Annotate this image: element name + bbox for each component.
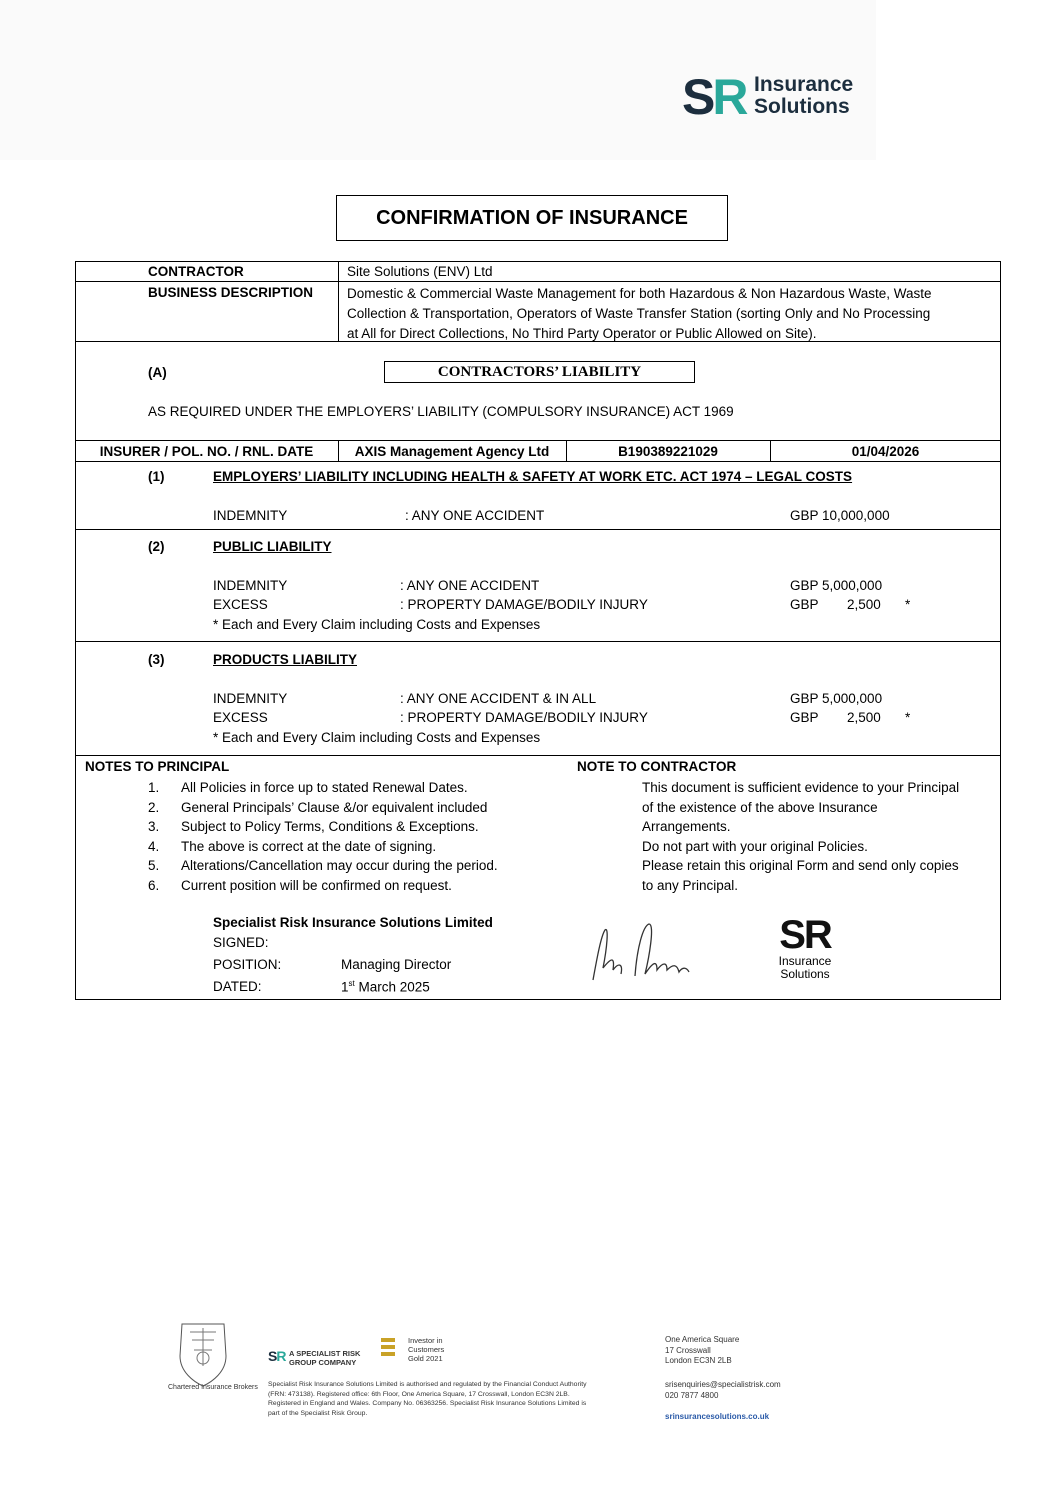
cover-2-note: * Each and Every Claim including Costs and Expenses: [213, 617, 541, 632]
cover-3-excess-label: EXCESS: [213, 710, 268, 725]
list-item: 5. Alterations/Cancellation may occur during the period.: [148, 858, 498, 874]
cover-2-title: PUBLIC LIABILITY: [213, 539, 332, 554]
signature-image: [585, 918, 695, 990]
cover-3-excess-star: *: [905, 710, 911, 725]
position-value: Managing Director: [341, 957, 452, 972]
investor-in-customers-icon: [381, 1334, 397, 1364]
cover-1-indemnity-amount: GBP 10,000,000: [790, 508, 890, 523]
cover-3-excess-currency: GBP: [790, 710, 819, 725]
cover-2-excess-desc: : PROPERTY DAMAGE/BODILY INJURY: [400, 597, 648, 612]
position-label: POSITION:: [213, 957, 282, 972]
cover-2-indemnity-desc: : ANY ONE ACCIDENT: [400, 578, 540, 593]
cover-2-number: (2): [148, 539, 165, 554]
footer-email[interactable]: srisenquiries@specialistrisk.com: [665, 1380, 781, 1389]
cover-3-excess-amount: 2,500: [847, 710, 881, 725]
cover-1-indemnity-desc: : ANY ONE ACCIDENT: [405, 508, 545, 523]
sr-stamp-logo: SR Insurance Solutions: [778, 913, 832, 981]
signoff-company: Specialist Risk Insurance Solutions Limited: [213, 915, 493, 930]
cover-1-number: (1): [148, 469, 165, 484]
policy-number: B190389221029: [618, 444, 718, 459]
business-description-label: BUSINESS DESCRIPTION: [148, 285, 314, 300]
cover-2-excess-label: EXCESS: [213, 597, 268, 612]
cover-3-indemnity-label: INDEMNITY: [213, 691, 288, 706]
signed-label: SIGNED:: [213, 935, 269, 950]
legal-disclaimer: Specialist Risk Insurance Solutions Limited is authorised and regulated by the Financial Conduct Authority (FRN: 473138). Registered office: 6th Floor, One America Square, 17 Crosswall, London EC3N 2LB. Registered in England and Wales. Company No. 06363256. Specialist Risk Insurance Solutions Limited is part of the Specialist Risk Group.: [268, 1381, 587, 1417]
footer-phone: 020 7877 4800: [665, 1391, 719, 1400]
cover-1-title: EMPLOYERS’ LIABILITY INCLUDING HEALTH & SAFETY AT WORK ETC. ACT 1974 – LEGAL COSTS: [213, 469, 853, 484]
cover-3-title: PRODUCTS LIABILITY: [213, 652, 357, 667]
cover-2-excess-amount: 2,500: [847, 597, 881, 612]
list-item: 2. General Principals’ Clause &/or equivalent included: [148, 799, 488, 815]
dated-label: DATED:: [213, 979, 262, 994]
cover-3-indemnity-amount: GBP 5,000,000: [790, 691, 883, 706]
footer-contact: [665, 1379, 781, 1401]
cover-3-excess-desc: : PROPERTY DAMAGE/BODILY INJURY: [400, 710, 648, 725]
notes-to-principal-list: [148, 778, 498, 896]
note-to-contractor-text: This document is sufficient evidence to your Principal of the existence of the above Insurance Arrangements. Do not part with your original Policies. Please retain this original Form and send only copies to any Principal.: [642, 780, 960, 893]
statute-text: AS REQUIRED UNDER THE EMPLOYERS’ LIABILITY (COMPULSORY INSURANCE) ACT 1969: [148, 404, 734, 419]
page-title: CONFIRMATION OF INSURANCE: [336, 195, 728, 241]
investor-in-customers-text: Investor in Customers Gold 2021: [408, 1336, 445, 1363]
crest-text: Chartered Insurance Brokers: [168, 1384, 258, 1391]
note-to-contractor-heading: NOTE TO CONTRACTOR: [577, 759, 737, 774]
list-item: 4. The above is correct at the date of signing.: [148, 838, 437, 854]
cover-2-excess-currency: GBP: [790, 597, 819, 612]
sr-group-mark: SR: [268, 1348, 286, 1364]
logo-wordmark: Insurance Solutions: [754, 73, 854, 118]
contractors-liability-heading: CONTRACTORS’ LIABILITY: [384, 361, 695, 383]
list-item: 1. All Policies in force up to stated Renewal Dates.: [148, 780, 468, 795]
list-item: 3. Subject to Policy Terms, Conditions & Exceptions.: [148, 819, 479, 835]
contractor-label: CONTRACTOR: [148, 264, 244, 279]
footer-address: One America Square 17 Crosswall London EC3N 2LB: [665, 1335, 740, 1365]
cover-2-indemnity-label: INDEMNITY: [213, 578, 288, 593]
cover-3-note: * Each and Every Claim including Costs and Expenses: [213, 730, 541, 745]
chartered-crest-icon: [172, 1316, 234, 1394]
section-a-marker: (A): [148, 365, 167, 380]
footer-website-link[interactable]: srinsurancesolutions.co.uk: [665, 1412, 770, 1421]
cover-2-excess-star: *: [905, 597, 911, 612]
cover-3-indemnity-desc: : ANY ONE ACCIDENT & IN ALL: [400, 691, 597, 706]
insurer-name: AXIS Management Agency Ltd: [354, 444, 550, 459]
notes-to-principal-heading: NOTES TO PRINCIPAL: [85, 759, 230, 774]
list-item: 6. Current position will be confirmed on request.: [148, 877, 452, 893]
cover-1-indemnity-label: INDEMNITY: [213, 508, 288, 523]
group-company-text: A SPECIALIST RISK GROUP COMPANY: [289, 1349, 361, 1367]
renewal-date: 01/04/2026: [851, 444, 920, 459]
contractor-value: Site Solutions (ENV) Ltd: [347, 264, 493, 279]
cover-2-indemnity-amount: GBP 5,000,000: [790, 578, 883, 593]
business-description: Domestic & Commercial Waste Management for both Hazardous & Non Hazardous Waste, Waste Collection & Transportation, Operators of Waste Transfer Station (sorting Only and No Processing at All for Direct Collections, No Third Party Operator or Public Allowed on Site).: [347, 286, 932, 341]
cover-3-number: (3): [148, 652, 165, 667]
insurer-row-label: INSURER / POL. NO. / RNL. DATE: [99, 444, 314, 459]
dated-value: 1st March 2025: [341, 979, 430, 995]
sr-logo-mark: SR: [682, 69, 746, 125]
